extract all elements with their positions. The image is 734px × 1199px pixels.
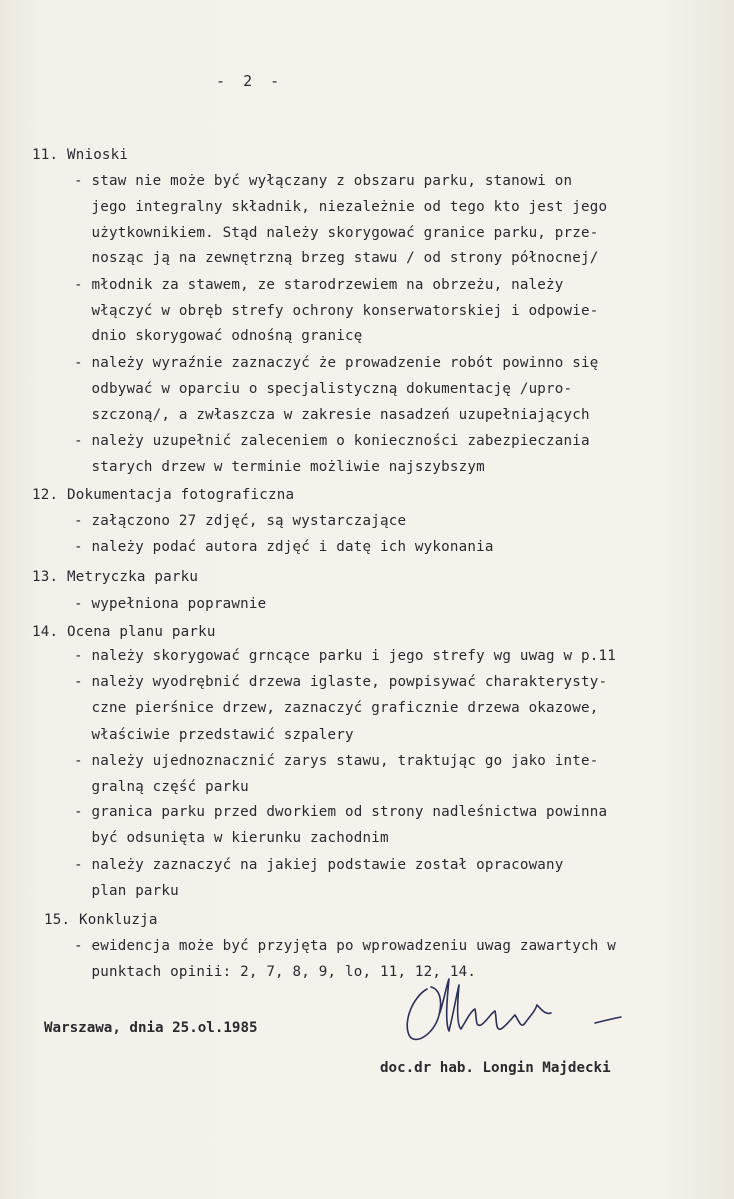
section-14-line: - należy zaznaczyć na jakiej podstawie został opracowany bbox=[74, 857, 564, 873]
signer-name: doc.dr hab. Longin Majdecki bbox=[380, 1060, 611, 1076]
section-14-line: gralną część parku bbox=[74, 779, 249, 795]
section-heading-14: 14. Ocena planu parku bbox=[32, 624, 216, 640]
section-11-line: szczoną/, a zwłaszcza w zakresie nasadzeń uzupełniających bbox=[74, 407, 590, 423]
place-date: Warszawa, dnia 25.ol.1985 bbox=[44, 1020, 258, 1036]
section-heading-12: 12. Dokumentacja fotograficzna bbox=[32, 487, 295, 503]
page-number: - 2 - bbox=[216, 72, 280, 90]
section-heading-15: 15. Konkluzja bbox=[44, 912, 158, 928]
section-14-line: - należy ujednoznacznić zarys stawu, traktując go jako inte- bbox=[74, 753, 599, 769]
section-14-line: właściwie przedstawić szpalery bbox=[74, 727, 354, 743]
section-14-line: być odsunięta w kierunku zachodnim bbox=[74, 830, 389, 846]
section-11-line: nosząc ją na zewnętrzną brzeg stawu / od strony północnej/ bbox=[74, 250, 599, 266]
section-11-line: - młodnik za stawem, ze starodrzewiem na obrzeżu, należy bbox=[74, 277, 564, 293]
section-11-line: starych drzew w terminie możliwie najszybszym bbox=[74, 459, 485, 475]
handwritten-signature bbox=[395, 975, 635, 1055]
section-heading-11: 11. Wnioski bbox=[32, 147, 129, 163]
section-heading-13: 13. Metryczka parku bbox=[32, 569, 199, 585]
section-11-line: odbywać w oparciu o specjalistyczną dokumentację /upro- bbox=[74, 381, 573, 397]
section-15-line: - ewidencja może być przyjęta po wprowadzeniu uwag zawartych w bbox=[74, 938, 616, 954]
section-13-line: - wypełniona poprawnie bbox=[74, 596, 267, 612]
section-11-line: dnio skorygować odnośną granicę bbox=[74, 328, 363, 344]
section-12-line: - należy podać autora zdjęć i datę ich wykonania bbox=[74, 539, 494, 555]
section-12-line: - załączono 27 zdjęć, są wystarczające bbox=[74, 513, 407, 529]
section-14-line: - należy skorygować grncące parku i jego strefy wg uwag w p.11 bbox=[74, 648, 616, 664]
section-11-line: włączyć w obręb strefy ochrony konserwatorskiej i odpowie- bbox=[74, 303, 599, 319]
section-14-line: - granica parku przed dworkiem od strony nadleśnictwa powinna bbox=[74, 804, 608, 820]
section-11-line: jego integralny składnik, niezależnie od tego kto jest jego bbox=[74, 199, 608, 215]
section-11-line: - staw nie może być wyłączany z obszaru parku, stanowi on bbox=[74, 173, 573, 189]
section-14-line: czne pierśnice drzew, zaznaczyć graficznie drzewa okazowe, bbox=[74, 700, 599, 716]
section-15-line: punktach opinii: 2, 7, 8, 9, lo, 11, 12, 14. bbox=[74, 964, 477, 980]
section-14-line: plan parku bbox=[74, 883, 179, 899]
section-11-line: - należy uzupełnić zaleceniem o konieczności zabezpieczania bbox=[74, 433, 590, 449]
section-11-line: użytkownikiem. Stąd należy skorygować granice parku, prze- bbox=[74, 225, 599, 241]
section-11-line: - należy wyraźnie zaznaczyć że prowadzenie robót powinno się bbox=[74, 355, 599, 371]
section-14-line: - należy wyodrębnić drzewa iglaste, powpisywać charakterysty- bbox=[74, 674, 608, 690]
